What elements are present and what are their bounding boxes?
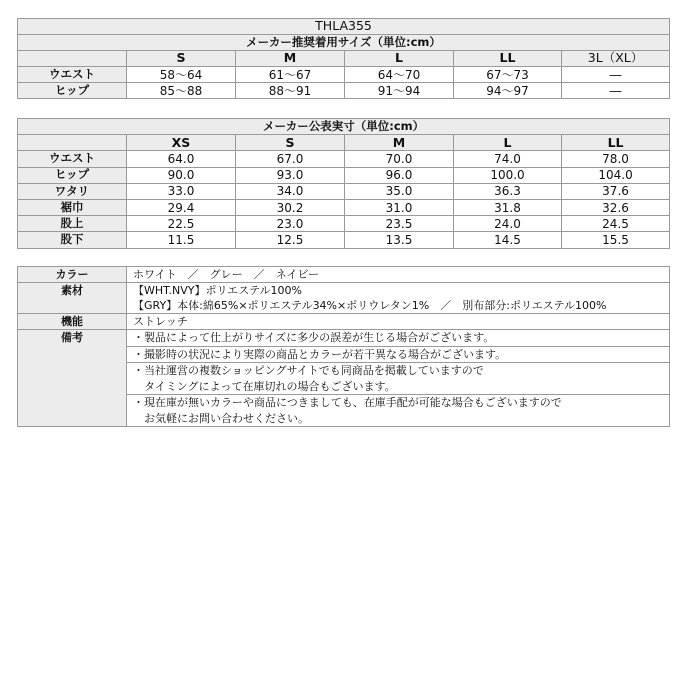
cell: 15.5 bbox=[562, 232, 670, 248]
cell: 67～73 bbox=[454, 67, 562, 83]
cell: 96.0 bbox=[345, 167, 454, 183]
table-row bbox=[18, 151, 670, 167]
row-label: ウエスト bbox=[18, 151, 127, 167]
function-value: ストレッチ bbox=[127, 314, 670, 330]
size-header: XS bbox=[127, 135, 236, 151]
cell: 29.4 bbox=[127, 199, 236, 215]
cell: 24.0 bbox=[454, 216, 562, 232]
notes-list bbox=[127, 330, 670, 427]
cell: 67.0 bbox=[236, 151, 345, 167]
cell: 22.5 bbox=[127, 216, 236, 232]
cell: 12.5 bbox=[236, 232, 345, 248]
actual-title: メーカー公表実寸（単位:cm） bbox=[18, 119, 670, 135]
cell: 23.5 bbox=[345, 216, 454, 232]
size-header: L bbox=[454, 135, 562, 151]
cell: ― bbox=[562, 67, 670, 83]
product-code: THLA355 bbox=[18, 19, 670, 35]
cell: 31.8 bbox=[454, 199, 562, 215]
table-row bbox=[18, 167, 670, 183]
product-info-table bbox=[17, 266, 670, 427]
material-line: 【GRY】本体:綿65%×ポリエステル34%×ポリウレタン1% ／ 別布部分:ポリエステル100% bbox=[133, 299, 607, 312]
table-row bbox=[18, 199, 670, 215]
cell: 61～67 bbox=[236, 67, 345, 83]
note-text: ・撮影時の状況により実際の商品とカラーが若干異なる場合がございます。 bbox=[133, 347, 507, 361]
notes-label: 備考 bbox=[18, 330, 127, 427]
size-header: 3L（XL） bbox=[562, 51, 670, 67]
cell: 58～64 bbox=[127, 67, 236, 83]
cell: 13.5 bbox=[345, 232, 454, 248]
size-header: S bbox=[127, 51, 236, 67]
row-label: 股上 bbox=[18, 216, 127, 232]
row-label: 股下 bbox=[18, 232, 127, 248]
cell: 94～97 bbox=[454, 83, 562, 99]
row-label: ワタリ bbox=[18, 183, 127, 199]
color-value: ホワイト ／ グレー ／ ネイビー bbox=[127, 267, 670, 283]
cell: 23.0 bbox=[236, 216, 345, 232]
note-item bbox=[127, 395, 669, 426]
note-text: ・現在庫が無いカラーや商品につきましても、在庫手配が可能な場合もございますので bbox=[133, 396, 562, 409]
table-row bbox=[18, 83, 670, 99]
cell: 37.6 bbox=[562, 183, 670, 199]
note-item bbox=[127, 347, 669, 364]
material-value bbox=[127, 283, 670, 314]
cell: 74.0 bbox=[454, 151, 562, 167]
recommended-title: メーカー推奨着用サイズ（単位:cm） bbox=[18, 35, 670, 51]
note-text: ・製品によって仕上がりサイズに多少の誤差が生じる場合がございます。 bbox=[133, 331, 495, 344]
function-label: 機能 bbox=[18, 314, 127, 330]
cell: 30.2 bbox=[236, 199, 345, 215]
table-row bbox=[18, 67, 670, 83]
cell: 93.0 bbox=[236, 167, 345, 183]
cell: 104.0 bbox=[562, 167, 670, 183]
cell: 88～91 bbox=[236, 83, 345, 99]
note-item bbox=[127, 363, 669, 395]
size-header: S bbox=[236, 135, 345, 151]
recommended-size-table bbox=[17, 18, 670, 99]
note-text: ・当社運営の複数ショッピングサイトでも同商品を掲載していますので bbox=[133, 364, 484, 377]
cell: 24.5 bbox=[562, 216, 670, 232]
row-label: 裾巾 bbox=[18, 199, 127, 215]
cell: 78.0 bbox=[562, 151, 670, 167]
note-item bbox=[127, 330, 669, 347]
table-row bbox=[18, 183, 670, 199]
cell: 64～70 bbox=[345, 67, 454, 83]
cell: 36.3 bbox=[454, 183, 562, 199]
material-label: 素材 bbox=[18, 283, 127, 314]
note-text: タイミングによって在庫切れの場合もございます。 bbox=[133, 379, 396, 393]
size-header: M bbox=[236, 51, 345, 67]
cell: 35.0 bbox=[345, 183, 454, 199]
cell: 11.5 bbox=[127, 232, 236, 248]
corner-cell bbox=[18, 135, 127, 151]
size-header: LL bbox=[562, 135, 670, 151]
cell: 64.0 bbox=[127, 151, 236, 167]
cell: 31.0 bbox=[345, 199, 454, 215]
cell: 85～88 bbox=[127, 83, 236, 99]
row-label: ウエスト bbox=[18, 67, 127, 83]
cell: 100.0 bbox=[454, 167, 562, 183]
color-label: カラー bbox=[18, 267, 127, 283]
cell: 32.6 bbox=[562, 199, 670, 215]
cell: 14.5 bbox=[454, 232, 562, 248]
size-header: LL bbox=[454, 51, 562, 67]
cell: 70.0 bbox=[345, 151, 454, 167]
cell: 91～94 bbox=[345, 83, 454, 99]
material-line: 【WHT.NVY】ポリエステル100% bbox=[133, 284, 302, 297]
table-row bbox=[18, 232, 670, 248]
size-header: M bbox=[345, 135, 454, 151]
cell: 33.0 bbox=[127, 183, 236, 199]
note-text: お気軽にお問い合わせください。 bbox=[133, 411, 309, 425]
cell: 90.0 bbox=[127, 167, 236, 183]
actual-size-table bbox=[17, 118, 670, 249]
row-label: ヒップ bbox=[18, 167, 127, 183]
table-row bbox=[18, 216, 670, 232]
cell: ― bbox=[562, 83, 670, 99]
size-header: L bbox=[345, 51, 454, 67]
corner-cell bbox=[18, 51, 127, 67]
cell: 34.0 bbox=[236, 183, 345, 199]
row-label: ヒップ bbox=[18, 83, 127, 99]
